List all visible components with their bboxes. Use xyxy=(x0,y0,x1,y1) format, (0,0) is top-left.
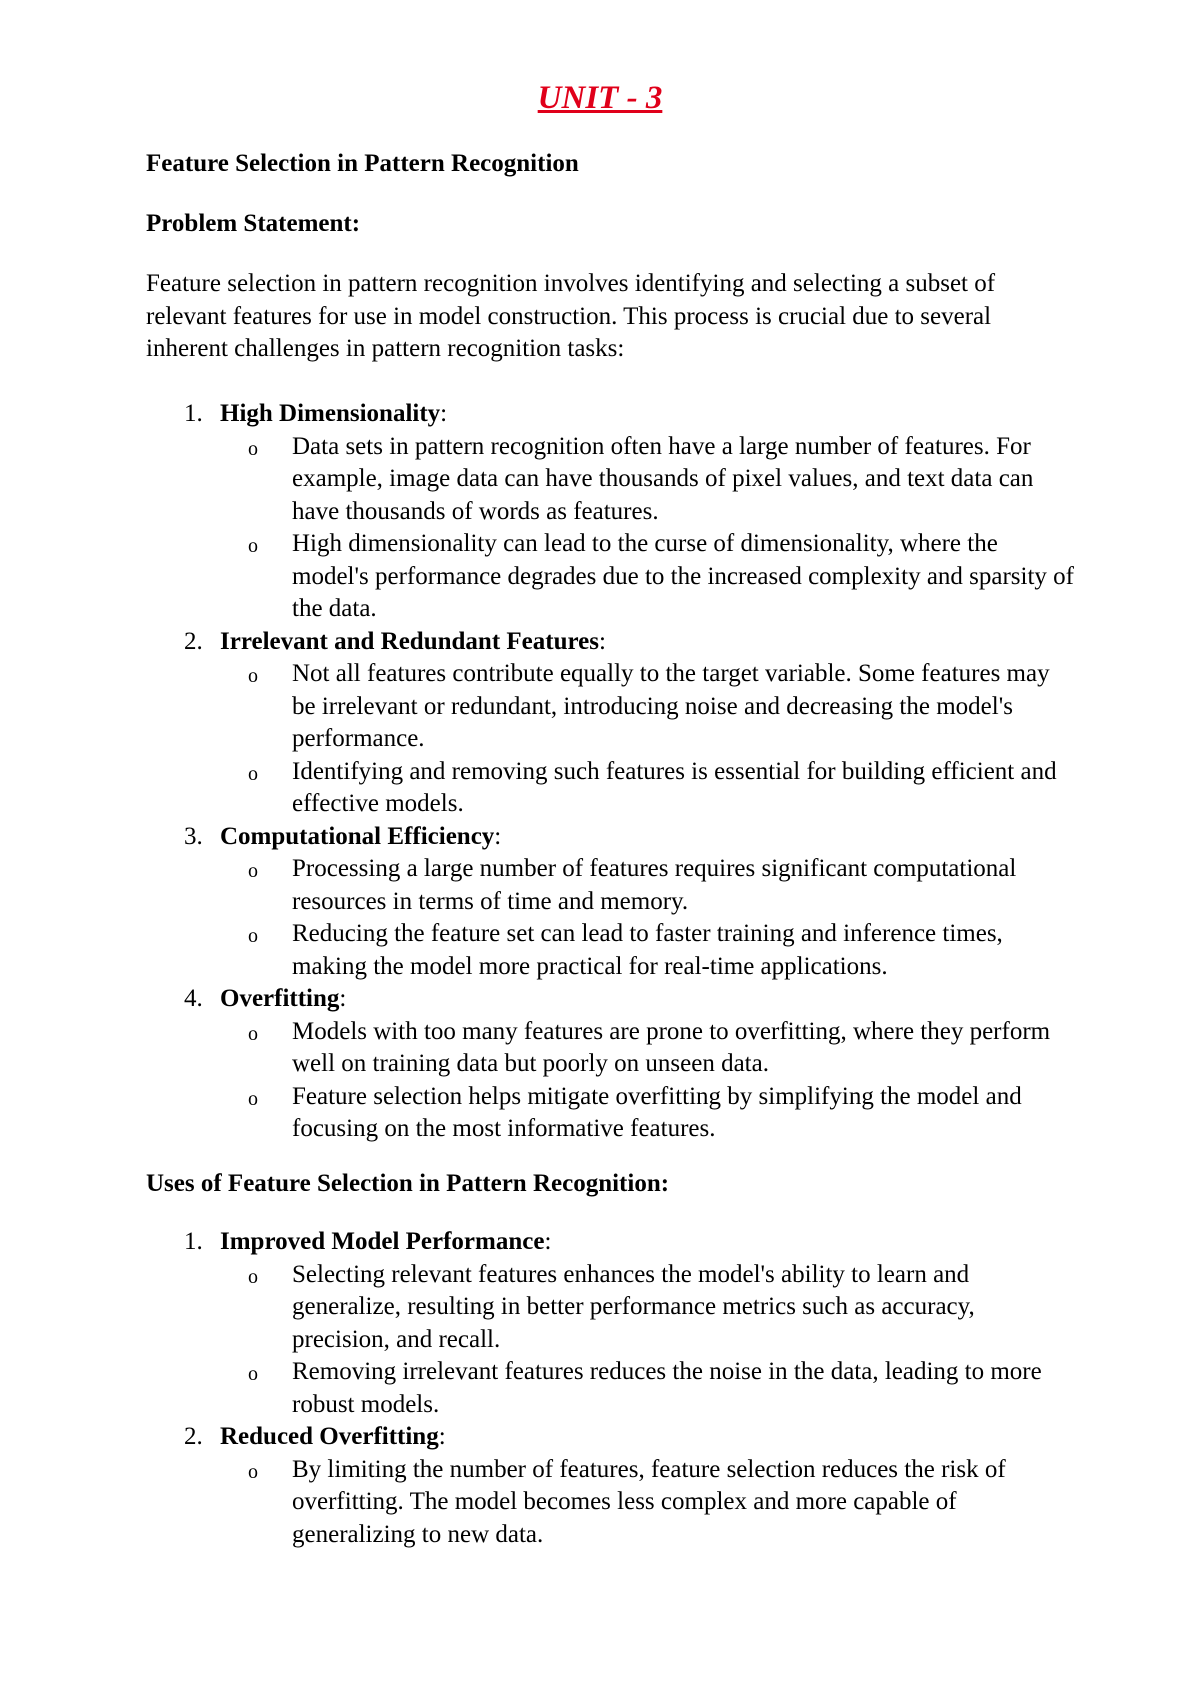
list-item-colon: : xyxy=(544,1228,552,1255)
bullet-circle-icon: o xyxy=(248,665,258,687)
bullet-point xyxy=(146,658,1076,756)
list-item-colon: : xyxy=(440,400,448,427)
list-item-number: 2. xyxy=(184,1423,203,1450)
list-item-title: Irrelevant and Redundant Features xyxy=(220,627,599,655)
bullet-text: Data sets in pattern recognition often have a large number of features. For example, image data can have thousands of pixel values, and text data can have thousands of words as features. xyxy=(292,432,1034,525)
list-item-heading xyxy=(146,983,1076,1016)
list-item xyxy=(146,821,1076,984)
bullet-point xyxy=(146,1259,1076,1357)
bullet-point xyxy=(146,918,1076,983)
section-title: Feature Selection in Pattern Recognition xyxy=(146,150,579,177)
bullet-point xyxy=(146,1081,1076,1146)
bullet-point xyxy=(146,853,1076,918)
list-item-title: Overfitting xyxy=(220,985,340,1012)
bullet-circle-icon: o xyxy=(248,762,258,785)
list-item-title: Computational Efficiency xyxy=(220,822,495,850)
list-item-number: 4. xyxy=(184,985,203,1012)
unit-title: UNIT - 3 xyxy=(537,80,663,116)
list-item-heading xyxy=(146,1226,1076,1259)
bullet-point xyxy=(146,1454,1076,1552)
bullet-circle-icon: o xyxy=(248,925,258,947)
list-item-colon: : xyxy=(438,1423,446,1450)
bullet-text: Processing a large number of features requires significant computational resources in terms of time and memory. xyxy=(292,855,1017,915)
intro-paragraph: Feature selection in pattern recognition involves identifying and selecting a subset of relevant features for use in model construction. This process is crucial due to several inherent challenges in pattern recognition tasks: xyxy=(146,270,996,362)
uses-heading: Uses of Feature Selection in Pattern Recognition: xyxy=(146,1170,670,1197)
bullet-text: Identifying and removing such features is essential for building efficient and effective models. xyxy=(292,757,1057,817)
bullet-text: By limiting the number of features, feature selection reduces the risk of overfitting. The model becomes less complex and more capable of generalizing to new data. xyxy=(292,1455,1006,1548)
list-item-colon: : xyxy=(339,985,347,1012)
list-item-colon: : xyxy=(598,627,606,655)
list-item-heading xyxy=(146,398,1076,431)
challenges-list xyxy=(146,398,1076,1146)
bullet-circle-icon: o xyxy=(248,1460,258,1483)
list-item xyxy=(146,1226,1076,1421)
bullet-text: Feature selection helps mitigate overfitting by simplifying the model and focusing on the most informative features. xyxy=(292,1082,1022,1142)
bullet-circle-icon: o xyxy=(248,1363,258,1385)
bullet-circle-icon: o xyxy=(248,1087,258,1110)
list-item-number: 1. xyxy=(184,400,203,427)
uses-list xyxy=(146,1226,1076,1551)
list-item-title: Reduced Overfitting xyxy=(220,1423,439,1450)
bullet-point xyxy=(146,431,1076,529)
bullet-text: Models with too many features are prone to overfitting, where they perform well on training data but poorly on unseen data. xyxy=(292,1017,1051,1077)
bullet-circle-icon: o xyxy=(248,535,258,557)
bullet-point xyxy=(146,756,1076,821)
bullet-text: Not all features contribute equally to the target variable. Some features may be irrelevant or redundant, introducing noise and decreasing the model's performance. xyxy=(292,660,1050,752)
bullet-circle-icon: o xyxy=(248,1022,258,1045)
list-item-title: Improved Model Performance xyxy=(220,1228,545,1255)
list-item xyxy=(146,626,1076,821)
bullet-text: Reducing the feature set can lead to faster training and inference times, making the model more practical for real-time applications. xyxy=(292,920,1003,980)
list-item-number: 1. xyxy=(184,1228,203,1255)
list-item-colon: : xyxy=(494,822,502,850)
list-item xyxy=(146,1421,1076,1551)
bullet-circle-icon: o xyxy=(248,437,258,460)
list-item-number: 3. xyxy=(184,822,203,850)
bullet-text: High dimensionality can lead to the curse of dimensionality, where the model's performance degrades due to the increased complexity and sparsity of the data. xyxy=(292,530,1075,622)
problem-heading: Problem Statement: xyxy=(146,210,361,237)
bullet-text: Removing irrelevant features reduces the noise in the data, leading to more robust models. xyxy=(292,1358,1042,1418)
list-item-number: 2. xyxy=(184,627,203,655)
bullet-point xyxy=(146,1016,1076,1081)
bullet-point xyxy=(146,528,1076,626)
list-item xyxy=(146,983,1076,1146)
list-item xyxy=(146,398,1076,626)
bullet-point xyxy=(146,1356,1076,1421)
bullet-circle-icon: o xyxy=(248,860,258,882)
list-item-heading xyxy=(146,626,1076,659)
list-item-heading xyxy=(146,821,1076,854)
list-item-title: High Dimensionality xyxy=(220,400,441,427)
list-item-heading xyxy=(146,1421,1076,1454)
bullet-circle-icon: o xyxy=(248,1265,258,1288)
bullet-text: Selecting relevant features enhances the model's ability to learn and generalize, resulting in better performance metrics such as accuracy, precision, and recall. xyxy=(292,1260,975,1353)
